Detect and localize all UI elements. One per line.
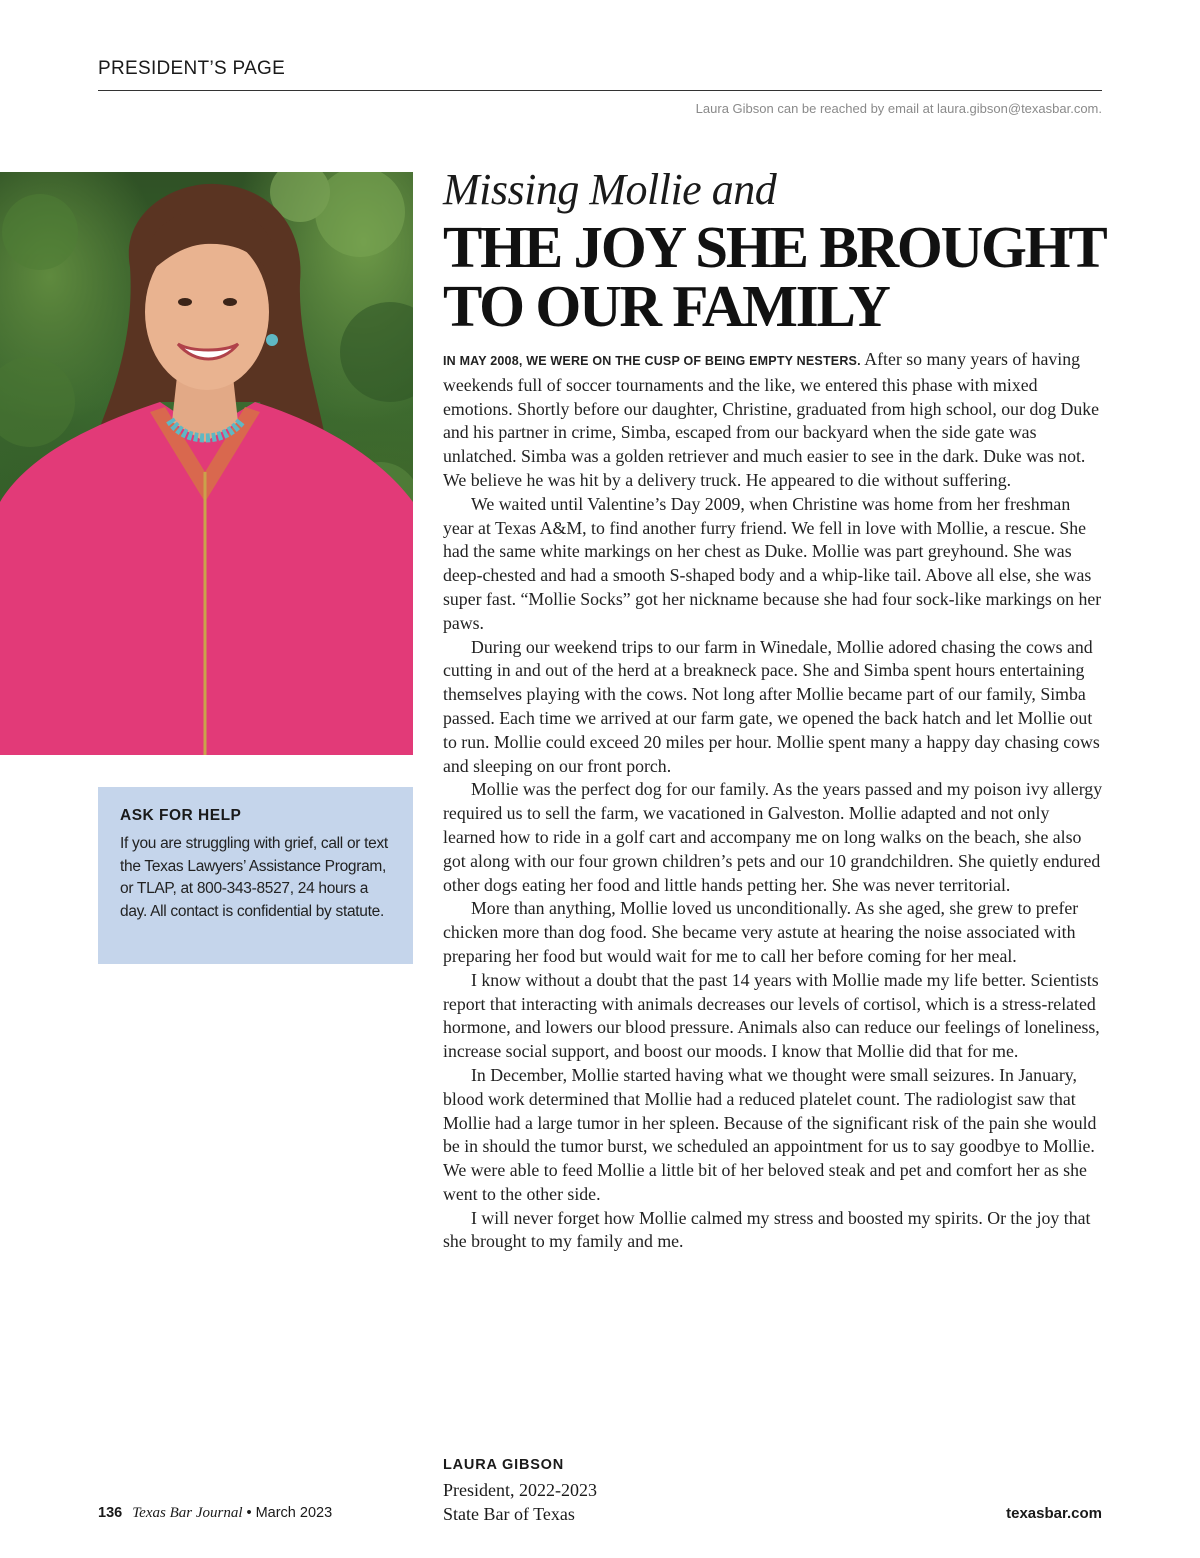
article-body — [443, 348, 1103, 1254]
section-label: PRESIDENT’S PAGE — [98, 58, 286, 79]
signature-org: State Bar of Texas — [443, 1504, 575, 1524]
lead-text: After so many years of having weekends full of soccer tournaments and the like, we entered this phase with mixed emotions. Shortly before our daughter, Christine, graduated from high school, our dog Duke and his partner in crime, Simba, escaped from our backyard when the side gate was unlatched. Simba was a golden retriever and much easier to see in the dark. Duke was not. We believe he was hit by a delivery truck. He appeared to die without suffering. — [443, 349, 1100, 490]
paragraph-lead — [443, 348, 1103, 493]
paragraph: Mollie was the perfect dog for our family. As the years passed and my poison ivy allergy required us to sell the farm, we vacationed in Galveston. Mollie adapted and not only learned how to ride in a golf cart and accompany me on long walks on the beach, she also got along with our four grown children’s pets and our 10 grandchildren. She quietly endured other dogs eating her food and little hands petting her. She was never territorial. — [443, 779, 1103, 895]
paragraph: I will never forget how Mollie calmed my stress and boosted my spirits. Or the joy that she brought to my family and me. — [443, 1207, 1091, 1252]
contact-note: Laura Gibson can be reached by email at laura.gibson@texasbar.com. — [695, 101, 1102, 116]
paragraph: In December, Mollie started having what we thought were small seizures. In January, blood work determined that Mollie had a reduced platelet count. The radiologist saw that Mollie had a large tumor in her spleen. Because of the significant risk of the pain she would be in should the tumor burst, we scheduled an appointment for us to say goodbye to Mollie. We were able to feed Mollie a little bit of her beloved steak and pet and comfort her as she went to the other side. — [443, 1064, 1097, 1204]
signature — [443, 1457, 597, 1526]
paragraph: More than anything, Mollie loved us unconditionally. As she aged, she grew to prefer chicken more than dog food. She became very astute at hearing the noise associated with preparing her food but would wait for me to call her before coming for her meal. — [443, 898, 1079, 966]
paragraph: I know without a doubt that the past 14 years with Mollie made my life better. Scientists report that interacting with animals decreases our levels of cortisol, which is a stress-related hormone, and lowers our blood pressure. Animals also can reduce our feelings of loneliness, increase social support, and boost our moods. I know that Mollie did that for me. — [443, 969, 1100, 1062]
headline-line-2: TO OUR FAMILY — [443, 273, 889, 339]
signature-name: LAURA GIBSON — [443, 1457, 565, 1473]
help-title: ASK FOR HELP — [120, 807, 242, 824]
paragraph: We waited until Valentine’s Day 2009, when Christine was home from her freshman year at Texas A&M, to find another furry friend. We fell in love with Mollie, a rescue. She had the same white markings on her chest as Duke. Mollie was part greyhound. She was deep-chested and had a smooth S-shaped body and a whip-like tail. Above all else, she was super fast. “Mollie Socks” got her nickname because she had four sock-like markings on her paws. — [443, 493, 1102, 633]
paragraph: During our weekend trips to our farm in Winedale, Mollie adored chasing the cows and cutting in and out of the herd at a breakneck pace. She and Simba spent hours entertaining themselves playing with the cows. Not long after Mollie became part of our family, Simba passed. Each time we arrived at our farm gate, we opened the back hatch and let Mollie out to run. Mollie could exceed 20 miles per hour. Mollie spent many a happy day chasing cows and sleeping on our front porch. — [443, 636, 1100, 776]
article-kicker: Missing Mollie and — [443, 165, 777, 214]
footer-left — [98, 1505, 332, 1522]
signature-title: President, 2022-2023 — [443, 1480, 597, 1500]
author-photo — [0, 172, 413, 755]
headline-line-1: THE JOY SHE BROUGHT — [443, 214, 1106, 280]
footer-bullet: • — [246, 1505, 252, 1521]
publication-name: Texas Bar Journal — [132, 1505, 243, 1521]
article-headline — [443, 214, 1123, 339]
footer-website: texasbar.com — [1006, 1505, 1102, 1522]
page-number: 136 — [98, 1505, 123, 1521]
ask-for-help-box — [98, 787, 413, 964]
help-body: If you are struggling with grief, call or text the Texas Lawyers’ Assistance Program, or TLAP, at 800-343-8527, 24 hours a day. All contact is confidential by statute. — [120, 835, 388, 920]
lead-caps: IN MAY 2008, WE WERE ON THE CUSP OF BEING EMPTY NESTERS. — [443, 354, 861, 368]
issue-date: March 2023 — [255, 1505, 333, 1521]
header-rule — [98, 90, 1102, 91]
